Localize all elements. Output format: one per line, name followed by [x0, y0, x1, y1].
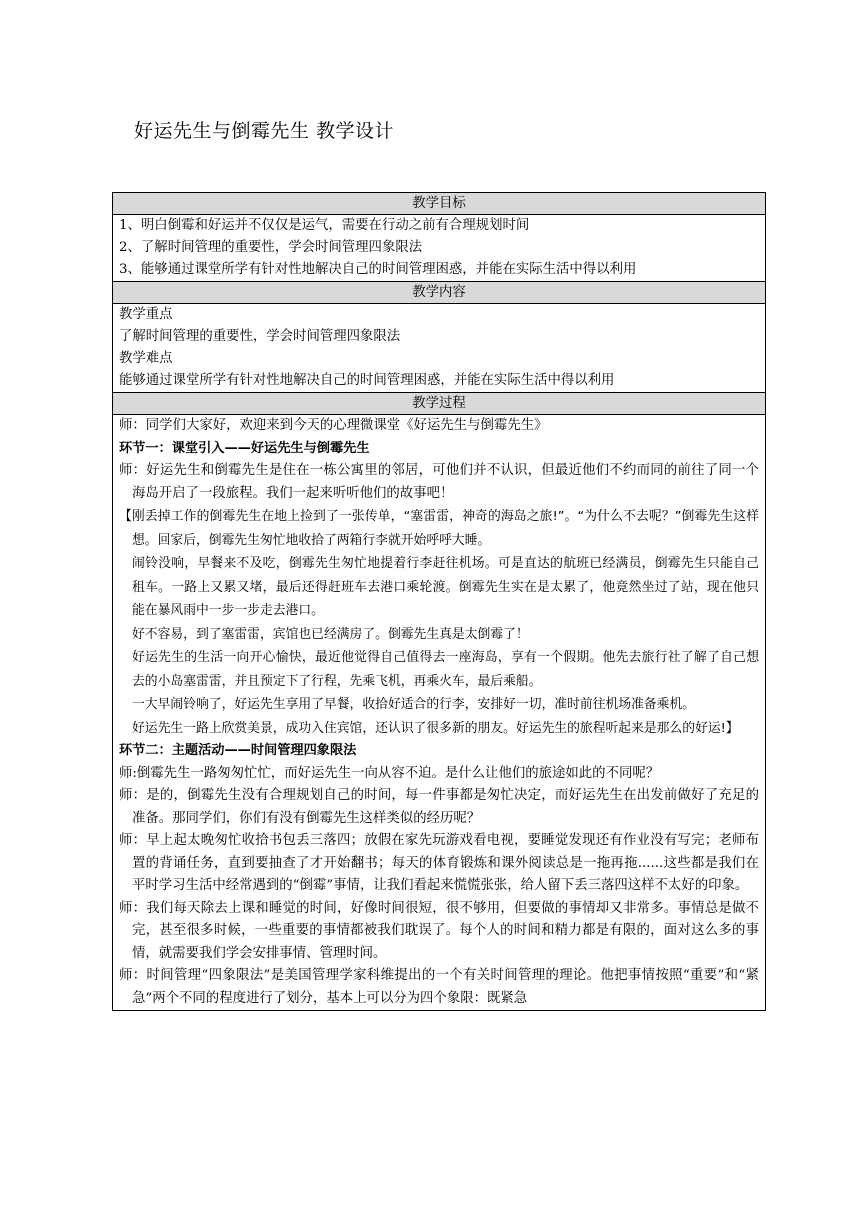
- story-paragraph: 好运先生的生活一向开心愉快，最近他觉得自己值得去一座海岛，享有一个假期。他先去旅行社了解了自己想去的小岛塞雷雷，并且预定下了行程，先乘飞机，再乘火车，最后乘船。: [132, 650, 759, 689]
- process-intro: 师：同学们大家好，欢迎来到今天的心理微课堂《好运先生与倒霉先生》: [119, 418, 548, 433]
- section-heading-2: 环节二：主题活动——时间管理四象限法: [119, 743, 357, 758]
- focus-text: 了解时间管理的重要性，学会时间管理四象限法: [119, 329, 401, 344]
- teacher-paragraph: 师:倒霉先生一路匆匆忙忙，而好运先生一向从容不迫。是什么让他们的旅途如此的不同呢？: [119, 765, 660, 781]
- section-heading-1: 环节一：课堂引入——好运先生与倒霉先生: [119, 440, 370, 456]
- objective-item: 2、了解时间管理的重要性，学会时间管理四象限法: [119, 240, 423, 255]
- page-title: 好运先生与倒霉先生 教学设计: [134, 120, 395, 142]
- objective-item: 3、能够通过课堂所学有针对性地解决自己的时间管理困惑，并能在实际生活中得以利用: [119, 262, 637, 277]
- story-paragraph: 好运先生一路上欣赏美景，成功入住宾馆，还认识了很多新的朋友。好运先生的旅程听起来是那么的好运!】: [132, 720, 739, 736]
- difficulty-text: 能够通过课堂所学有针对性地解决自己的时间管理困惑，并能在实际生活中得以利用: [119, 373, 615, 388]
- story-paragraph: 闹铃没响，早餐来不及吃，倒霉先生匆忙地提着行李赶往机场。可是直达的航班已经满员，倒霉先生只能自己租车。一路上又累又堵，最后还得赶班车去港口乘轮渡。倒霉先生实在是太累了，他竟然坐过了站，现在他只能在暴风雨中一步一步走去港口。: [132, 556, 759, 618]
- story-paragraph: 好不容易，到了塞雷雷，宾馆也已经满房了。倒霉先生真是太倒霉了！: [132, 626, 529, 642]
- content-header: 教学内容: [113, 282, 766, 304]
- content-cell: [113, 304, 766, 393]
- teacher-paragraph: 师：时间管理“四象限法”是美国管理学家科维提出的一个有关时间管理的理论。他把事情按照“重要”和“紧急”两个不同的程度进行了划分，基本上可以分为四个象限：既紧急: [119, 968, 759, 1006]
- story-paragraph: 【刚丢掉工作的倒霉先生在地上捡到了一张传单，“塞雷雷，神奇的海岛之旅!”。“为什么不去呢？”倒霉先生这样想。回家后，倒霉先生匆忙地收拾了两箱行李就开始呼呼大睡。: [119, 509, 759, 548]
- teacher-paragraph: 师：是的，倒霉先生没有合理规划自己的时间，每一件事都是匆忙决定，而好运先生在出发前做好了充足的准备。那同学们，你们有没有倒霉先生这样类似的经历呢？: [119, 788, 759, 826]
- difficulty-label: 教学难点: [119, 351, 173, 366]
- objectives-header: 教学目标: [113, 193, 766, 215]
- process-cell: [113, 415, 766, 1011]
- lesson-plan-table: [112, 192, 766, 1011]
- objectives-cell: [113, 215, 766, 282]
- teacher-paragraph: 师：我们每天除去上课和睡觉的时间，好像时间很短，很不够用，但要做的事情却又非常多。事情总是做不完，甚至很多时候，一些重要的事情都被我们耽误了。每个人的时间和精力都是有限的，面对这么多的事情，就需要我们学会安排事情、管理时间。: [119, 900, 759, 961]
- story-paragraph: 一大早闹铃响了，好运先生享用了早餐，收拾好适合的行李，安排好一切，准时前往机场准备乘机。: [132, 697, 696, 712]
- teacher-paragraph: 师：好运先生和倒霉先生是住在一栋公寓里的邻居，可他们并不认识，但最近他们不约而同的前往了同一个海岛开启了一段旅程。我们一起来听听他们的故事吧！: [119, 463, 759, 501]
- teacher-paragraph: 师：早上起太晚匆忙收拾书包丢三落四；放假在家先玩游戏看电视，要睡觉发现还有作业没有写完；老师布置的背诵任务，直到要抽查了才开始翻书；每天的体育锻炼和课外阅读总是一拖再拖......这些都是我们在平时学习生活中经常遇到的“倒霉”事情，让我们看起来慌慌张张，给人留下丢三落四这样不太好的印象。: [119, 833, 759, 893]
- process-header: 教学过程: [113, 393, 766, 415]
- objective-item: 1、明白倒霉和好运并不仅仅是运气，需要在行动之前有合理规划时间: [119, 218, 530, 233]
- focus-label: 教学重点: [119, 307, 173, 322]
